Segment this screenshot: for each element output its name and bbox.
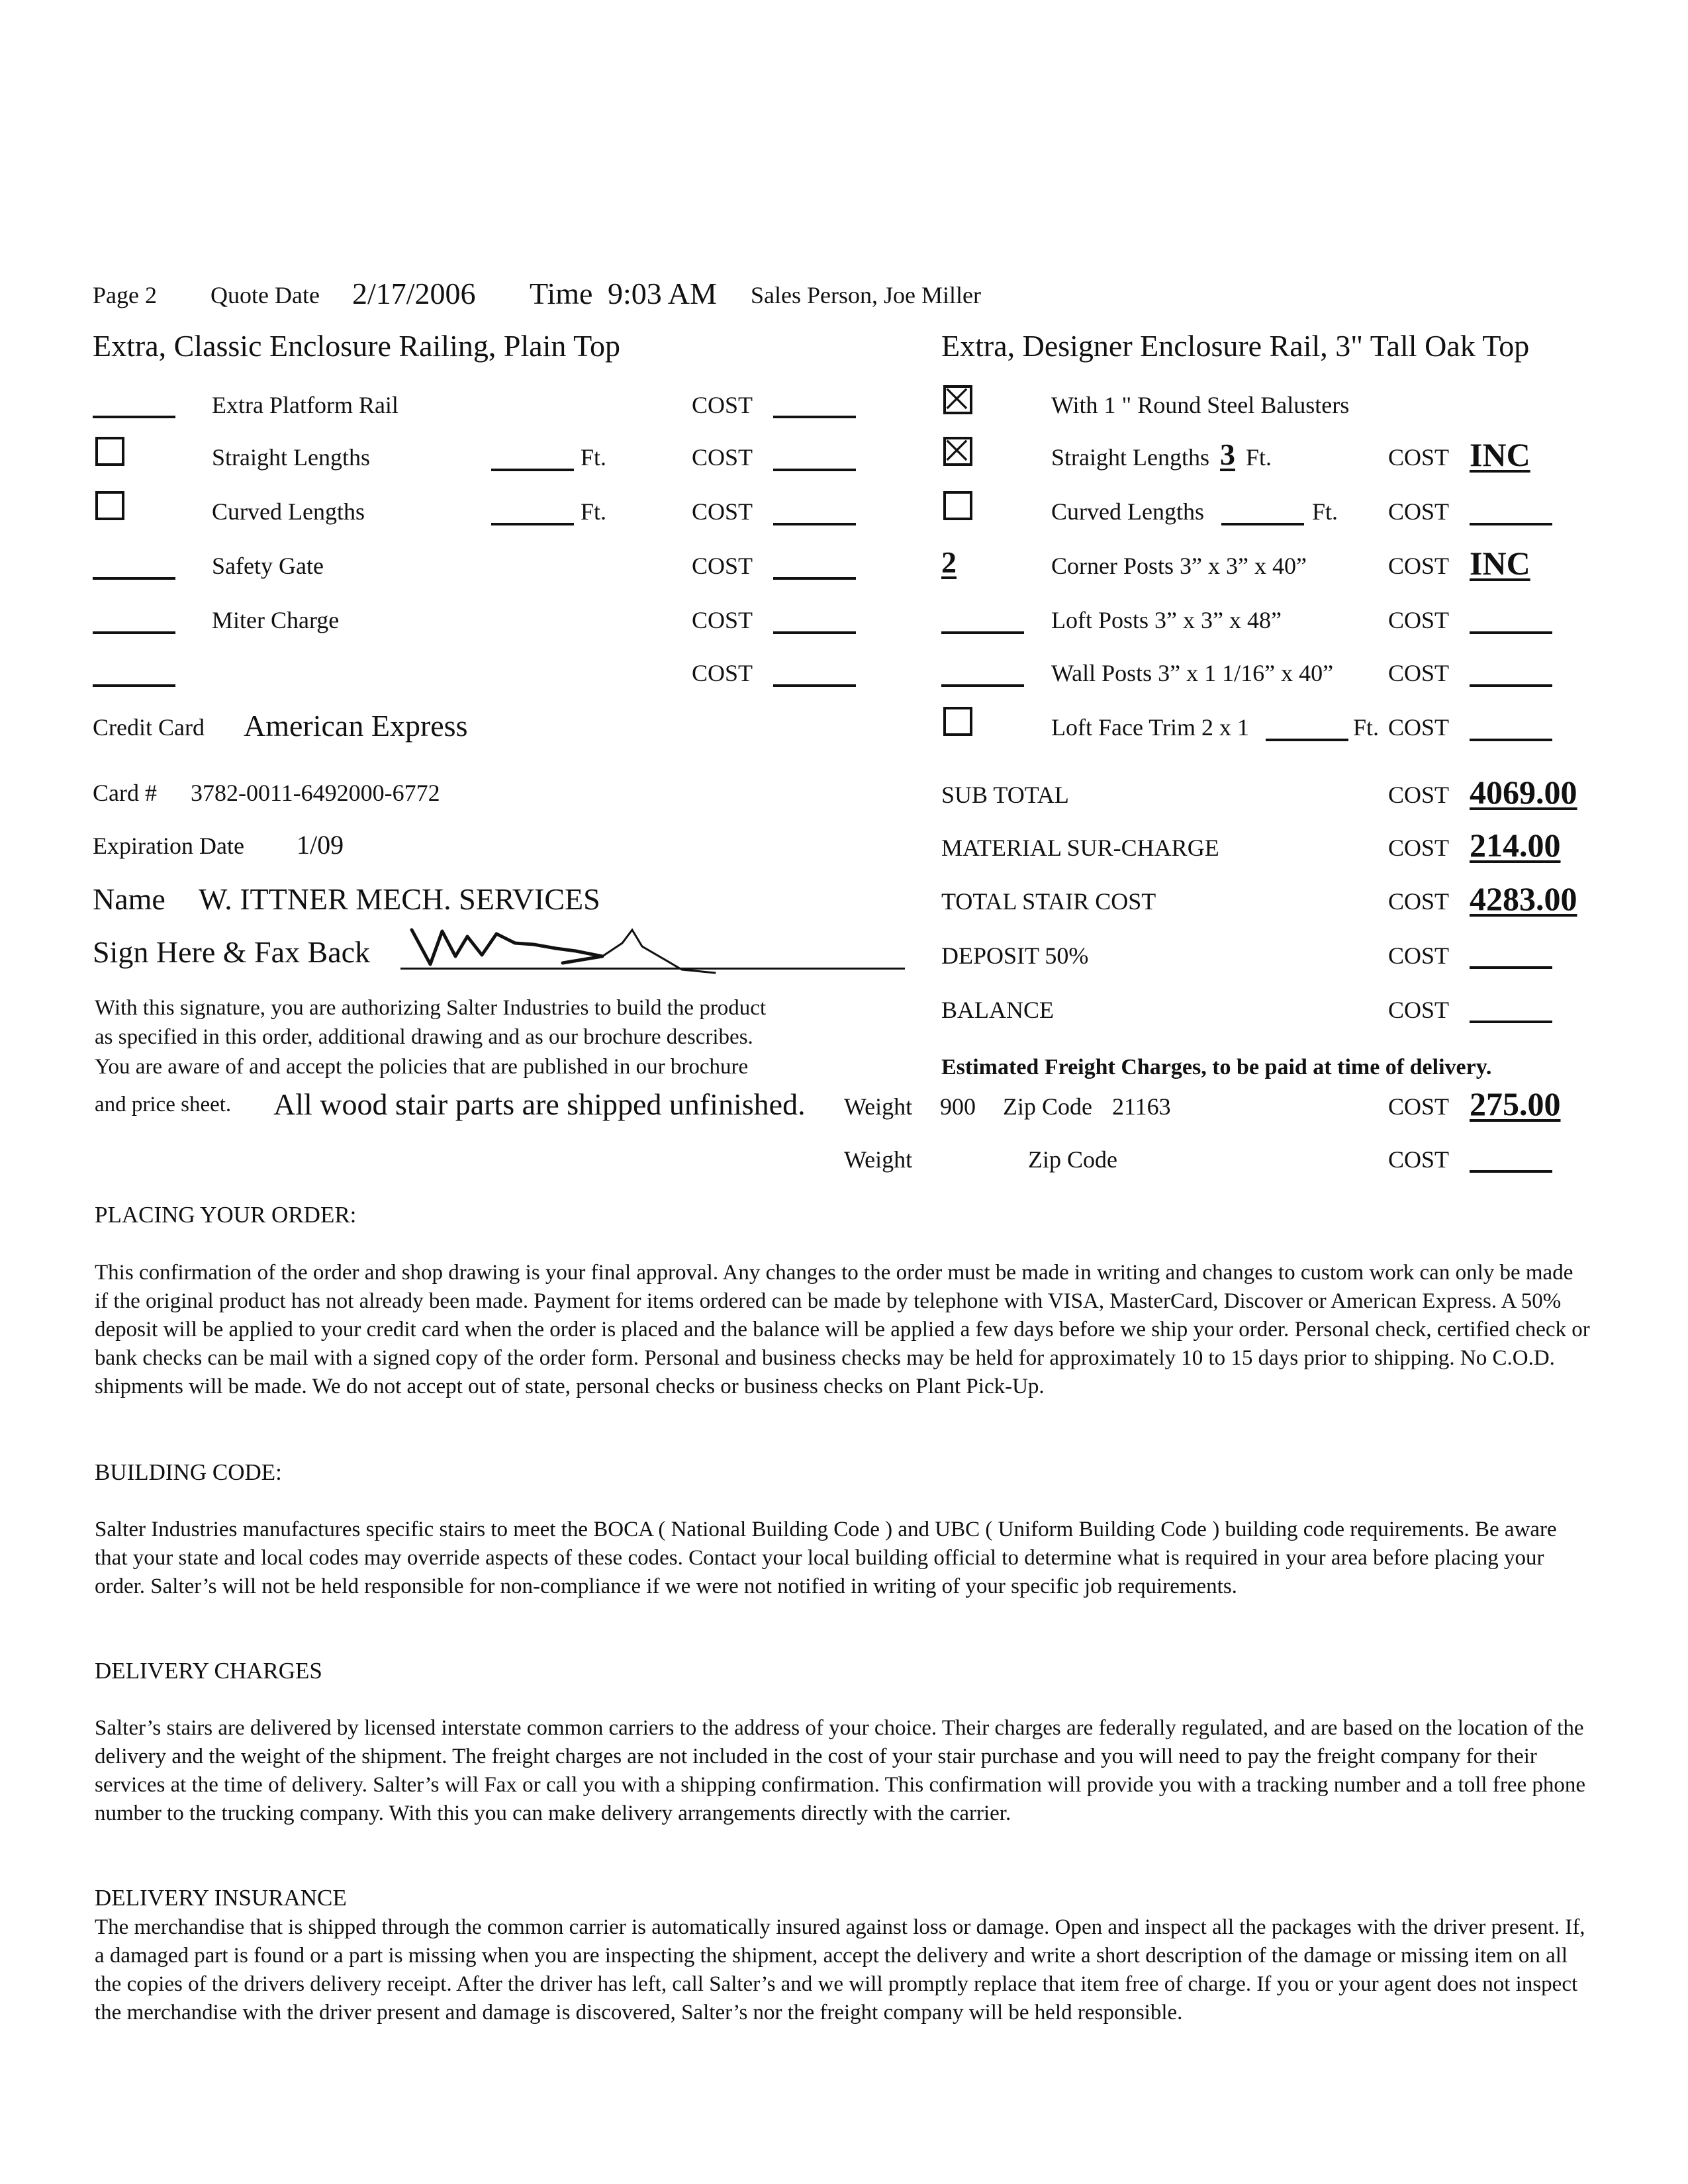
balance-blank[interactable] (1470, 1021, 1552, 1023)
checkbox[interactable] (95, 437, 124, 466)
checkbox[interactable] (95, 491, 124, 520)
cost-blank[interactable] (773, 416, 856, 418)
expiration-label: Expiration Date (93, 833, 244, 859)
authorization-line: and price sheet. (95, 1093, 232, 1116)
sales-person: Sales Person, Joe Miller (751, 282, 981, 308)
right-section-title: Extra, Designer Enclosure Rail, 3" Tall Oak Top (941, 329, 1530, 363)
cost-label: COST (692, 392, 753, 418)
unit-label: Ft. (1312, 498, 1338, 525)
section-heading: BUILDING CODE: (95, 1459, 282, 1485)
sign-label: Sign Here & Fax Back (93, 935, 371, 969)
length-blank[interactable] (491, 469, 574, 471)
section-heading: PLACING YOUR ORDER: (95, 1202, 357, 1228)
weight-label: Weight (844, 1146, 913, 1173)
cost-label: COST (1388, 660, 1450, 686)
unfinished-notice: All wood stair parts are shipped unfinished. (273, 1087, 806, 1121)
item-label: Straight Lengths (212, 444, 370, 471)
checkbox-checked[interactable] (943, 437, 972, 466)
deposit-label: DEPOSIT 50% (941, 942, 1089, 969)
qty-blank[interactable] (93, 416, 175, 418)
cost-blank[interactable] (773, 469, 856, 471)
item-label: Loft Posts 3” x 3” x 48” (1051, 607, 1282, 633)
qty-blank[interactable] (941, 631, 1024, 634)
section-text: Salter Industries manufactures specific stairs to meet the BOCA ( National Building Code ) and UBC ( Uniform Building Code ) building code requirements. Be aware that your state and local codes may override aspects of these codes. Contact your local building official to determine what is required in your area before placing your order. Salter’s will not be held responsible for non-compliance if we were not notified in writing of your specific job requirements. (95, 1518, 1557, 1598)
x-mark-icon (946, 388, 970, 412)
item-label: Safety Gate (212, 553, 324, 579)
section-text: This confirmation of the order and shop drawing is your final approval. Any changes to the order must be made in writing and changes to custom work can only be made if the original product has not already been made. Payment for items ordered can be made by telephone with VISA, MasterCard, Discover or American Express. A 50% deposit will be applied to your credit card when the order is placed and the balance will be applied a few days before we ship your order. Personal check, certified check or bank checks can be mail with a signed copy of the order form. Personal and business checks may be held for approximately 10 to 15 days prior to shipping. No C.O.D. shipments will be made. We do not accept out of state, personal checks or business checks on Plant Pick-Up. (95, 1261, 1590, 1398)
cost-value: INC (1470, 436, 1530, 473)
item-label: Straight Lengths (1051, 444, 1209, 471)
cost-label: COST (692, 553, 753, 579)
length-blank[interactable] (1221, 523, 1304, 525)
zip-label: Zip Code (1028, 1146, 1117, 1173)
section-heading: DELIVERY CHARGES (95, 1658, 322, 1684)
unit-label: Ft. (1353, 714, 1380, 741)
zip-value: 21163 (1112, 1093, 1171, 1120)
cost-label: COST (692, 498, 753, 525)
credit-card-type: American Express (244, 709, 468, 743)
x-mark-icon (946, 439, 970, 463)
name-label: Name (93, 882, 165, 916)
cost-label: COST (1388, 444, 1450, 471)
surcharge-label: MATERIAL SUR-CHARGE (941, 835, 1219, 861)
cost-blank[interactable] (1470, 739, 1552, 741)
card-number-label: Card # (93, 780, 157, 806)
customer-name: W. ITTNER MECH. SERVICES (199, 882, 600, 916)
cost-label: COST (1388, 714, 1450, 741)
quote-time: 9:03 AM (608, 277, 717, 310)
authorization-line: With this signature, you are authorizing Salter Industries to build the product (95, 996, 767, 1020)
cost-label: COST (692, 444, 753, 471)
sub-total-value: 4069.00 (1470, 774, 1577, 811)
length-blank[interactable] (1266, 739, 1348, 741)
authorization-line: as specified in this order, additional drawing and as our brochure describes. (95, 1025, 753, 1049)
cost-label: COST (1388, 607, 1450, 633)
cost-blank[interactable] (773, 631, 856, 634)
cost-blank[interactable] (1470, 631, 1552, 634)
cost-label: COST (1388, 1093, 1450, 1120)
cost-label: COST (1388, 553, 1450, 579)
unit-label: Ft. (581, 444, 607, 471)
qty-blank[interactable] (93, 577, 175, 580)
cost-label: COST (1388, 782, 1450, 808)
section-heading: DELIVERY INSURANCE (95, 1885, 347, 1911)
sub-total-label: SUB TOTAL (941, 782, 1069, 808)
total-label: TOTAL STAIR COST (941, 888, 1156, 915)
cost-label: COST (1388, 997, 1450, 1023)
cost-label: COST (1388, 498, 1450, 525)
weight-value: 900 (940, 1093, 976, 1120)
cost-blank[interactable] (1470, 684, 1552, 687)
cost-value: INC (1470, 545, 1530, 582)
page-number: Page 2 (93, 282, 157, 308)
freight-heading: Estimated Freight Charges, to be paid at time of delivery. (941, 1055, 1492, 1079)
zip-label: Zip Code (1003, 1093, 1092, 1120)
quote-date: 2/17/2006 (352, 277, 476, 310)
qty-blank[interactable] (93, 684, 175, 687)
cost-blank[interactable] (773, 684, 856, 687)
cost-label: COST (1388, 888, 1450, 915)
cost-label: COST (692, 607, 753, 633)
time-label: Time (530, 277, 593, 310)
qty-blank[interactable] (941, 684, 1024, 687)
section-text: The merchandise that is shipped through the common carrier is automatically insured against loss or damage. Open and inspect all the packages with the driver present. If, a damaged part is found or a part is missing when you are inspecting the shipment, accept the delivery and write a short description of the damage or missing item on all the copies of the drivers delivery receipt. After the driver has left, call Salter’s and we will promptly replace that item free of charge. If you or your agent does not inspect the merchandise with the driver present and damage is discovered, Salter’s nor the freight company will be held responsible. (95, 1915, 1585, 2025)
qty-blank[interactable] (93, 631, 175, 634)
section-text: Salter’s stairs are delivered by licensed interstate common carriers to the address of your choice. Their charges are federally regulated, and are based on the location of the delivery and the weight of the shipment. The freight charges are not included in the cost of your stair purchase and you will need to pay the freight company for their services at the time of delivery. Salter’s will Fax or call you with a shipping confirmation. This confirmation will provide you with a tracking number and a toll free phone number to the trucking company. With this you can make delivery arrangements directly with the carrier. (95, 1716, 1586, 1825)
checkbox-checked[interactable] (943, 385, 972, 414)
checkbox[interactable] (943, 491, 972, 520)
item-label: Wall Posts 3” x 1 1/16” x 40” (1051, 660, 1334, 686)
item-label: Curved Lengths (1051, 498, 1204, 525)
authorization-line: You are aware of and accept the policies that are published in our brochure (95, 1055, 749, 1079)
expiration-date: 1/09 (297, 830, 344, 860)
length-value: 3 (1220, 437, 1235, 471)
signature-image (404, 917, 722, 976)
credit-card-label: Credit Card (93, 714, 205, 741)
cost-blank[interactable] (773, 577, 856, 580)
cost-label: COST (1388, 835, 1450, 861)
item-label: With 1 " Round Steel Balusters (1051, 392, 1350, 418)
unit-label: Ft. (581, 498, 607, 525)
left-section-title: Extra, Classic Enclosure Railing, Plain Top (93, 329, 620, 363)
balance-label: BALANCE (941, 997, 1054, 1023)
unit-label: Ft. (1246, 444, 1272, 471)
total-value: 4283.00 (1470, 880, 1577, 917)
deposit-blank[interactable] (1470, 966, 1552, 969)
cost-label: COST (692, 660, 753, 686)
length-blank[interactable] (491, 523, 574, 525)
qty-value: 2 (941, 545, 957, 579)
item-label: Extra Platform Rail (212, 392, 399, 418)
quote-date-label: Quote Date (211, 282, 320, 308)
checkbox[interactable] (943, 707, 972, 736)
item-label: Corner Posts 3” x 3” x 40” (1051, 553, 1307, 579)
item-label: Curved Lengths (212, 498, 365, 525)
cost-blank[interactable] (773, 523, 856, 525)
freight-cost-value: 275.00 (1470, 1085, 1561, 1122)
cost-label: COST (1388, 1146, 1450, 1173)
surcharge-value: 214.00 (1470, 827, 1561, 864)
cost-label: COST (1388, 942, 1450, 969)
cost-blank[interactable] (1470, 523, 1552, 525)
freight-cost-blank[interactable] (1470, 1170, 1552, 1173)
card-number: 3782-0011-6492000-6772 (191, 780, 440, 806)
item-label: Loft Face Trim 2 x 1 (1051, 714, 1250, 741)
weight-label: Weight (844, 1093, 913, 1120)
item-label: Miter Charge (212, 607, 340, 633)
